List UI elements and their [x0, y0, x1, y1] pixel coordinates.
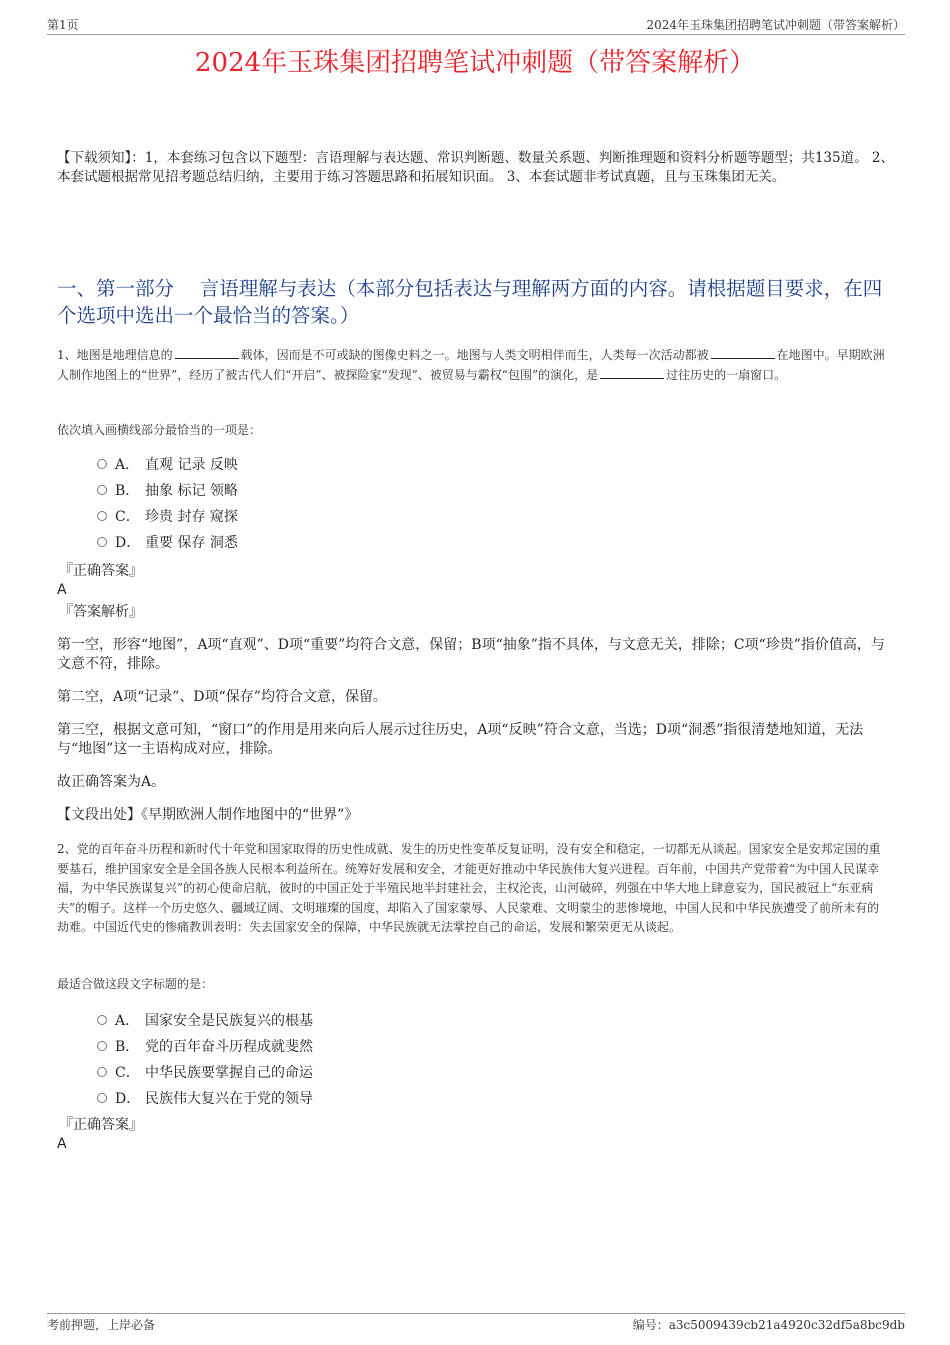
radio-icon[interactable] [97, 1015, 107, 1025]
option-b[interactable]: B． 抽象 标记 领略 [97, 478, 238, 504]
question-2-text: 2、党的百年奋斗历程和新时代十年党和国家取得的历史性成就、发生的历史性变革反复证明，没有安全和稳定，一切都无从谈起。国家安全是安邦定国的重要基石，维护国家安全是全国各族人民根本利益所在。统筹好发展和安全，才能更好推动中华民族伟大复兴进程。百年前，中国共产党带着“为中国人民谋幸福，为中华民族谋复兴”的初心使命启航，彼时的中国正处于半殖民地半封建社会，主权沦丧，山河破碎，列强在中华大地上肆意妄为，国民被冠上“东亚病夫”的帽子。这样一个历史悠久、疆域辽阔、文明璀璨的国度，却陷入了国家蒙辱、人民蒙难、文明蒙尘的悲惨境地，中国人民和中华民族遭受了前所未有的劫难。中国近代史的惨痛教训表明：失去国家安全的保障，中华民族就无法掌控自己的命运，发展和繁荣更无从谈起。 [57, 842, 881, 934]
section-heading: 一、第一部分 言语理解与表达（本部分包括表达与理解两方面的内容。请根据题目要求，在四个选项中选出一个最恰当的答案。） [57, 277, 883, 327]
radio-icon[interactable] [97, 1041, 107, 1051]
question-2-options [97, 1008, 313, 1112]
analysis-paragraph: 第二空，A项“记录”、D项“保存”均符合文意，保留。 [57, 689, 387, 705]
correct-answer-label: 『正确答案』 [59, 563, 143, 579]
radio-icon[interactable] [97, 511, 107, 521]
source-citation: 【文段出处】《早期欧洲人制作地图中的“世界”》 [57, 807, 359, 823]
radio-icon[interactable] [97, 485, 107, 495]
question-1-text: 1、地图是地理信息的 载体，因而是不可或缺的图像史料之一。地图与人类文明相伴而生，人类每一次活动都被 在地图中。早期欧洲人制作地图上的“世界”，经历了被古代人们“开启”、被探险家“发现”、被贸易与霸权“包围”的演化，是 过往历史的一扇窗口。 [57, 348, 885, 382]
analysis-paragraph: 第一空，形容“地图”，A项“直观”、D项“重要”均符合文意，保留；B项“抽象”指不具体，与文意无关，排除；C项“珍贵”指价值高，与文意不符，排除。 [57, 637, 885, 672]
radio-icon[interactable] [97, 1093, 107, 1103]
footer-slogan: 考前押题，上岸必备 [47, 1318, 156, 1332]
option-a[interactable]: A． 国家安全是民族复兴的根基 [97, 1008, 313, 1034]
option-c[interactable]: C． 中华民族要掌握自己的命运 [97, 1060, 313, 1086]
fill-blank [711, 346, 775, 359]
correct-answer: A [57, 1136, 67, 1152]
analysis-conclusion: 故正确答案为A。 [57, 774, 166, 790]
fill-blank [600, 366, 664, 379]
correct-answer-label: 『正确答案』 [59, 1117, 143, 1133]
option-d[interactable]: D． 民族伟大复兴在于党的领导 [97, 1086, 313, 1112]
option-a[interactable]: A． 直观 记录 反映 [97, 452, 238, 478]
page-header [47, 16, 905, 35]
option-b[interactable]: B． 党的百年奋斗历程成就斐然 [97, 1034, 313, 1060]
question-1-options [97, 452, 238, 556]
option-c[interactable]: C． 珍贵 封存 窥探 [97, 504, 238, 530]
download-notice: 【下载须知】：1，本套练习包含以下题型：言语理解与表达题、常识判断题、数量关系题、判断推理题和资料分析题等题型；共135道。 2、本套试题根据常见招考题总结归纳，主要用于练习答题思路和拓展知识面。 3、本套试题非考试真题，且与玉珠集团无关。 [57, 150, 894, 185]
question-2-prompt: 最适合做这段文字标题的是： [57, 977, 214, 991]
header-doc-name: 2024年玉珠集团招聘笔试冲刺题（带答案解析） [646, 18, 905, 32]
option-d[interactable]: D． 重要 保存 洞悉 [97, 530, 238, 556]
radio-icon[interactable] [97, 1067, 107, 1077]
page-number: 第1页 [47, 18, 79, 32]
question-1-prompt: 依次填入画横线部分最恰当的一项是： [57, 423, 262, 437]
document-title: 2024年玉珠集团招聘笔试冲刺题（带答案解析） [194, 48, 756, 78]
fill-blank [175, 346, 239, 359]
analysis-paragraph: 第三空，根据文意可知，“窗口”的作用是用来向后人展示过往历史，A项“反映”符合文意，当选；D项“洞悉”指很清楚地知道，无法与“地图”这一主语构成对应，排除。 [57, 722, 864, 757]
correct-answer: A [57, 582, 67, 598]
radio-icon[interactable] [97, 537, 107, 547]
page-footer [47, 1313, 905, 1334]
document-code: 编号：a3c5009439cb21a4920c32df5a8bc9db [632, 1318, 905, 1332]
radio-icon[interactable] [97, 459, 107, 469]
analysis-label: 『答案解析』 [59, 604, 143, 620]
